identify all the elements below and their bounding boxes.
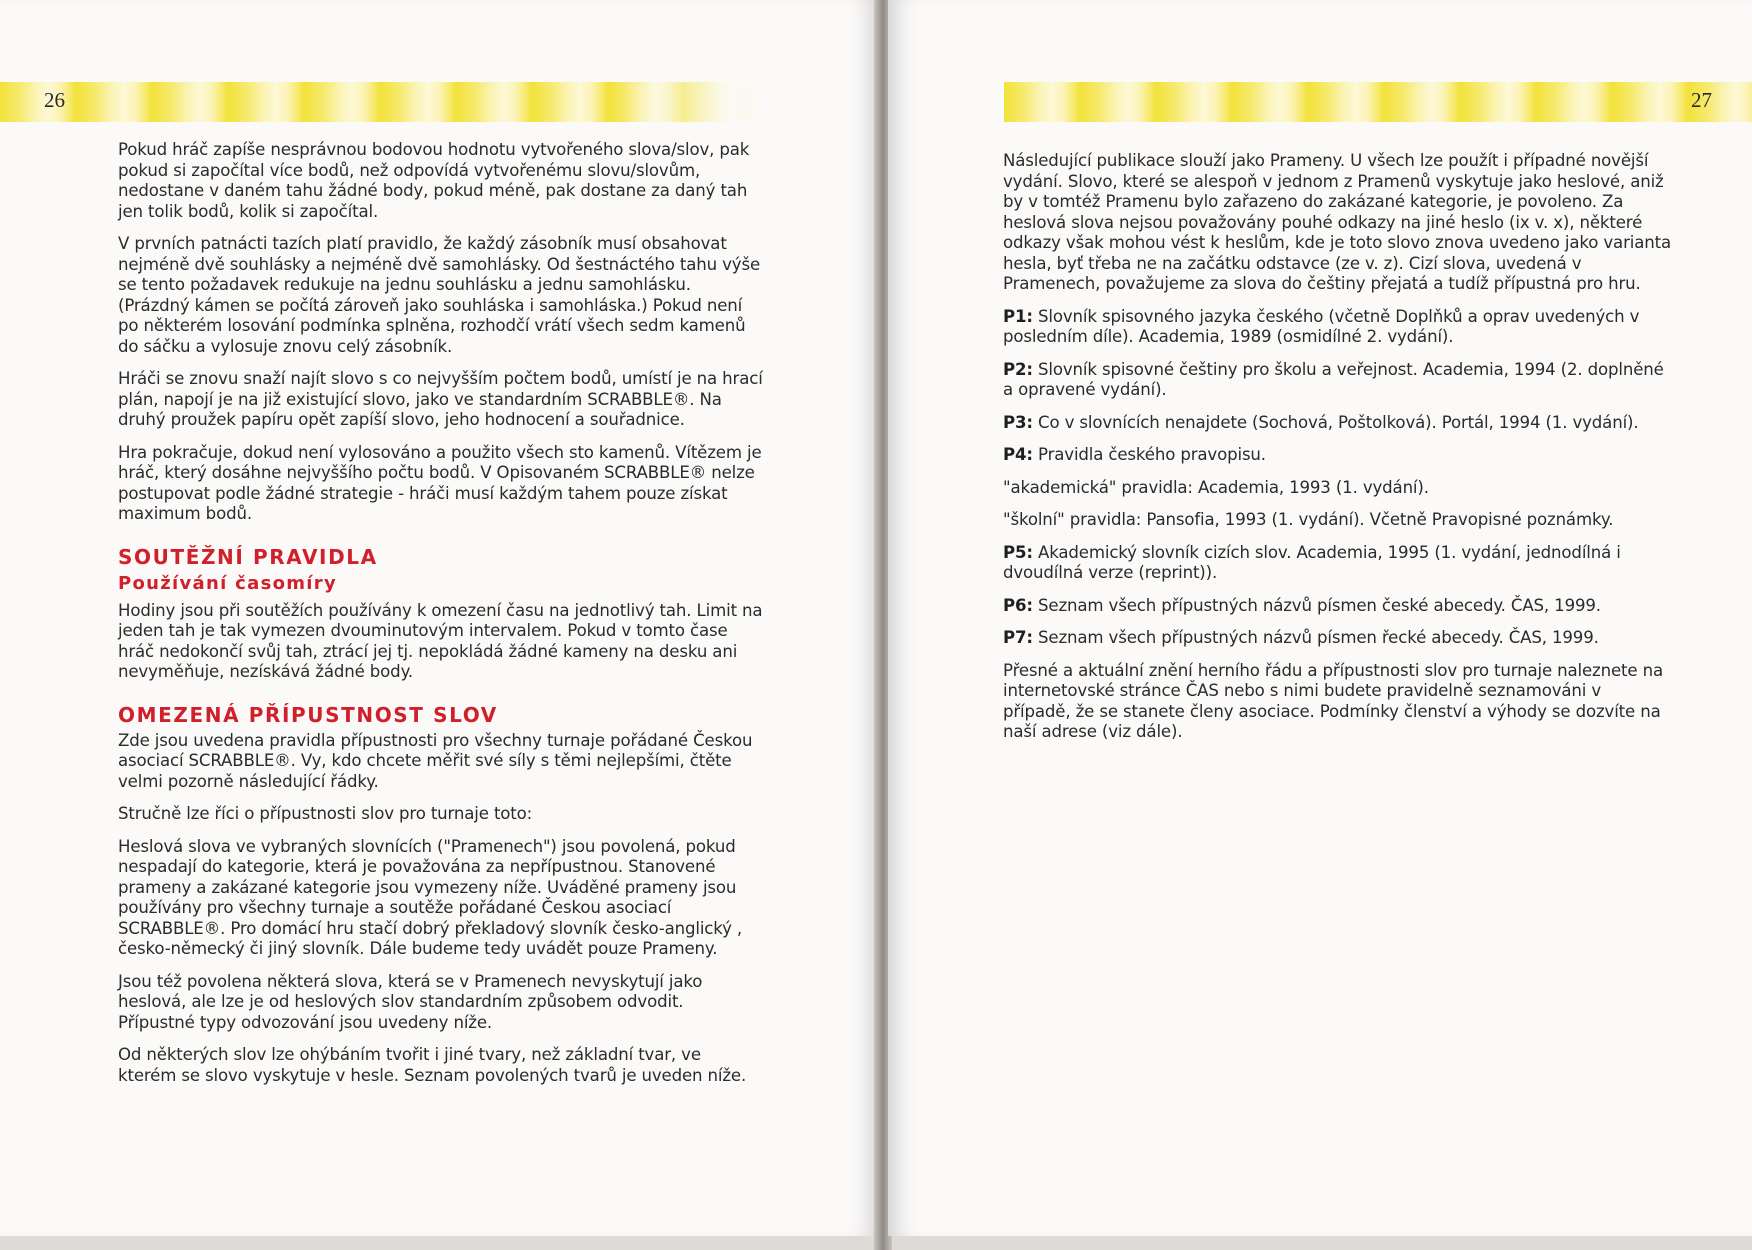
paragraph: Hra pokračuje, dokud není vylosováno a použito všech sto kamenů. Vítězem je hráč, který dosáhne nejvyššího počtu bodů. V Opisovaném SCRABBLE® nelze postupovat podle žádné strategie - hráči musí každým tahem pouze získat maximum bodů. — [118, 442, 762, 523]
source-p3 — [1003, 413, 1673, 434]
source-p2 — [1003, 360, 1673, 401]
paragraph-intro: Následující publikace slouží jako Prameny. U všech lze použít i případné novější vydání. Slovo, které se alespoň v jednom z Pramenů vyskytuje jako heslové, aniž by v tomtéž Pramenu bylo zařazeno do zakázané kategorie, je povoleno. Za heslová slova nejsou považovány pouhé odkazy na jiné heslo (ix v. x), některé odkazy však mohou vést k heslům, kde je toto slovo znova uvedeno jako varianta hesla, byť třeba ne na začátku odstavce (ze v. z). Cizí slova, uvedená v Pramenech, považujeme za slova do češtiny přejatá a tudíž přípustná pro hru. — [1003, 151, 1671, 293]
paragraph: V prvních patnácti tazích platí pravidlo, že každý zásobník musí obsahovat nejméně dvě souhlásky a nejméně dvě samohlásky. Od šestnáctého tahu výše se tento požadavek redukuje na jednu souhlásku a jednu samohlásku. (Prázdný kámen se počítá zároveň jako souhláska i samohláska.) Pokud není po některém losování podmínka splněna, rozhodčí vrátí všech sedm kamenů do sáčku a vylosuje znovu celý zásobník. — [118, 234, 761, 356]
heading-word-admissibility: OMEZENÁ PŘÍPUSTNOST SLOV — [118, 702, 498, 727]
right-page — [888, 0, 1752, 1236]
left-page-text — [118, 140, 763, 1098]
source-text: Akademický slovník cizích slov. Academia, 1995 (1. vydání, jednodílná i dvoudílná verze (reprint)). — [1003, 542, 1621, 582]
source-text: Seznam všech přípustných názvů písmen řecké abecedy. ČAS, 1999. — [1038, 628, 1599, 647]
source-p6 — [1003, 596, 1673, 617]
heading-competition-rules: SOUTĚŽNÍ PRAVIDLA — [118, 544, 378, 569]
source-label: P5: — [1003, 542, 1033, 562]
right-page-text — [1003, 151, 1673, 755]
subheading-timer: Používání časomíry — [118, 572, 337, 594]
source-label: P3: — [1003, 412, 1033, 432]
paragraph: Stručně lze říci o přípustnosti slov pro turnaje toto: — [118, 804, 533, 823]
source-p4-school: "školní" pravidla: Pansofia, 1993 (1. vydání). Včetně Pravopisné poznámky. — [1003, 510, 1614, 529]
source-text: Slovník spisovného jazyka českého (včetně Doplňků a oprav uvedených v posledním díle). Academia, 1989 (osmidílné 2. vydání). — [1003, 306, 1640, 346]
paragraph: Hráči se znovu snaží najít slovo s co nejvyšším počtem bodů, umístí je na hrací plán, napojí je na již existující slovo, jako ve standardním SCRABBLE®. Na druhý proužek papíru opět zapíší slovo, jeho hodnocení a souřadnice. — [118, 369, 763, 429]
source-p7 — [1003, 628, 1673, 649]
source-text: Co v slovnících nenajdete (Sochová, Poštolková). Portál, 1994 (1. vydání). — [1038, 412, 1639, 432]
paragraph: Jsou též povolena některá slova, která se v Pramenech nevyskytují jako heslová, ale lze je od heslových slov standardním způsobem odvodit. Přípustné typy odvozování jsou uvedeny níže. — [118, 971, 703, 1032]
source-text: Seznam všech přípustných názvů písmen české abecedy. ČAS, 1999. — [1038, 595, 1601, 615]
source-p1 — [1003, 307, 1673, 348]
paragraph: Zde jsou uvedena pravidla přípustnosti pro všechny turnaje pořádané Českou asociací SCRABBLE®. Vy, kdo chcete měřit své síly s těmi nejlepšími, čtěte velmi pozorně následující řádky. — [118, 730, 753, 791]
source-label: P4: — [1003, 445, 1033, 464]
paragraph: Pokud hráč zapíše nesprávnou bodovou hodnotu vytvořeného slova/slov, pak pokud si započítal více bodů, než odpovídá vytvořenému slovu/slovům, nedostane v daném tahu žádné body, pokud méně, pak dostane za daný tah jen tolik bodů, kolik si započítal. — [118, 140, 750, 221]
source-label: P6: — [1003, 595, 1033, 615]
source-p4 — [1003, 445, 1673, 466]
header-stripe-fade — [620, 82, 760, 122]
source-label: P2: — [1003, 359, 1033, 379]
left-page — [0, 0, 878, 1236]
source-p5 — [1003, 543, 1673, 584]
page-number-right: 27 — [1691, 88, 1712, 112]
source-text: Slovník spisovné češtiny pro školu a veřejnost. Academia, 1994 (2. doplněné a opravené vydání). — [1003, 359, 1664, 399]
source-p4-academic: "akademická" pravidla: Academia, 1993 (1. vydání). — [1003, 477, 1429, 497]
paragraph-timer: Hodiny jsou při soutěžích používány k omezení času na jednotlivý tah. Limit na jeden tah je tak vymezen dvouminutovým intervalem. Pokud v tomto čase hráč nedokončí svůj tah, ztrácí jej tj. nepokládá žádné kameny na desku ani nevyměňuje, nezískává žádné body. — [118, 600, 763, 681]
header-stripe-right — [1004, 82, 1752, 122]
source-text: Pravidla českého pravopisu. — [1038, 445, 1266, 464]
paragraph: Heslová slova ve vybraných slovnících ("Pramenech") jsou povolená, pokud nespadají do kategorie, která je považována za nepřípustnou. Stanovené prameny a zakázané kategorie jsou vymezeny níže. Uváděné prameny jsou používány pro všechny turnaje a soutěže pořádané Českou asociací SCRABBLE®. Pro domácí hru stačí dobrý překladový slovník česko-anglický , česko-německý či jiný slovník. Dále budeme tedy uvádět pouze Prameny. — [118, 836, 743, 958]
paragraph-closing: Přesné a aktuální znění herního řádu a přípustnosti slov pro turnaje naleznete na internetovské stránce ČAS nebo s nimi budete pravidelně seznamováni v případě, že se stanete členy asociace. Podmínky členství a výhody se dozvíte na naší adrese (viz dále). — [1003, 660, 1663, 741]
page-number-left: 26 — [44, 88, 65, 112]
source-label: P7: — [1003, 628, 1033, 647]
source-label: P1: — [1003, 306, 1033, 326]
paragraph: Od některých slov lze ohýbáním tvořit i jiné tvary, než základní tvar, ve kterém se slovo vyskytuje v hesle. Seznam povolených tvarů je uveden níže. — [118, 1045, 747, 1085]
